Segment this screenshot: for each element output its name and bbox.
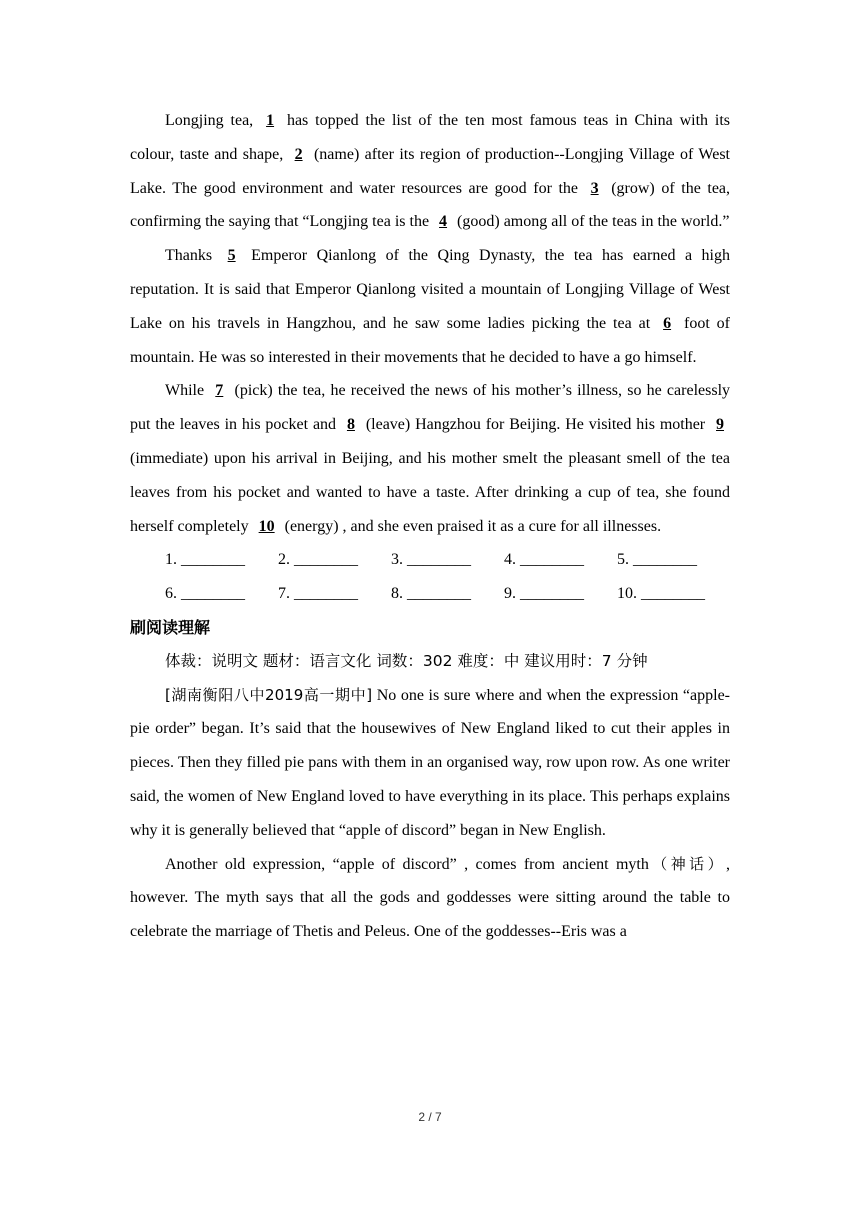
blank-8[interactable]: 8	[346, 416, 355, 434]
text-run: (leave) Hangzhou for Beijing. He visited his mother	[365, 416, 706, 434]
text-run: Longjing tea,	[165, 112, 254, 129]
text-run: (name) after its region of production--Longjing Village of West Lake. The good environment and water resources are good for the	[130, 145, 731, 197]
blank-5[interactable]: 5	[227, 247, 236, 265]
answer-field-3[interactable]: 3. ________	[391, 551, 471, 569]
text-run: has topped the list of the ten most famous teas in China with its colour, taste and shape,	[130, 112, 731, 163]
passage1-paragraph-2	[130, 239, 730, 374]
source-citation: [湖南衡阳八中2019高一期中]	[165, 685, 373, 704]
text-run: (energy) , and she even praised it as a cure for all illnesses.	[284, 517, 662, 535]
answer-field-9[interactable]: 9. ________	[504, 585, 584, 603]
answer-row-2	[165, 577, 730, 611]
answer-field-4[interactable]: 4. ________	[504, 551, 584, 569]
passage1-paragraph-3	[130, 374, 730, 543]
chinese-gloss: （神话）	[648, 854, 726, 873]
blank-10[interactable]: 10	[258, 517, 275, 535]
blank-9[interactable]: 9	[716, 416, 725, 434]
document-page	[130, 104, 730, 949]
text-run: (good) among all of the teas in the world.”	[457, 213, 730, 231]
passage1-paragraph-1	[130, 104, 730, 239]
answer-field-7[interactable]: 7. ________	[278, 585, 358, 603]
section-title: 刷阅读理解	[130, 617, 211, 637]
text-run: Thanks	[165, 247, 213, 265]
passage2-paragraph-1	[130, 679, 730, 848]
blank-4[interactable]: 4	[439, 213, 448, 231]
text-run: (grow) of the tea, confirming the saying that “Longjing tea is the	[130, 179, 731, 231]
blank-2[interactable]: 2	[294, 145, 303, 163]
page-number: 2 / 7	[418, 1110, 442, 1124]
answer-field-1[interactable]: 1. ________	[165, 551, 245, 569]
blank-3[interactable]: 3	[590, 179, 599, 197]
answer-row-1	[165, 543, 730, 577]
passage2-paragraph-2	[130, 848, 730, 949]
blank-7[interactable]: 7	[215, 382, 224, 400]
text-run: Another old expression, “apple of discord” , comes from ancient myth	[165, 855, 649, 873]
text-run: , however. The myth says that all the gods and goddesses were sitting around the table to celebrate the marriage of Thetis and Peleus. One of the goddesses--Eris was a	[130, 855, 730, 941]
text-run: While	[165, 382, 205, 400]
answer-field-5[interactable]: 5. ________	[617, 551, 697, 569]
text-run: (immediate) upon his arrival in Beijing, and his mother smelt the pleasant smell of the tea leaves from his pocket and wanted to have a taste. After drinking a cup of tea, she found herself completely	[130, 449, 730, 535]
answer-field-6[interactable]: 6. ________	[165, 585, 245, 603]
text-run: Emperor Qianlong of the Qing Dynasty, the tea has earned a high reputation. It is said that Emperor Qianlong visited a mountain of Longjing Village of West Lake on his travels in Hangzhou, and he saw some ladies picking the tea at	[130, 247, 730, 332]
answer-field-8[interactable]: 8. ________	[391, 585, 471, 603]
meta-info-line: 体裁：说明文 题材：语言文化 词数：302 难度：中 建议用时：7 分钟	[165, 651, 648, 670]
text-run: (pick) the tea, he received the news of his mother’s illness, so he carelessly put the leaves in his pocket and	[130, 382, 731, 434]
answer-lines	[130, 543, 730, 611]
answer-field-2[interactable]: 2. ________	[278, 551, 358, 569]
answer-field-10[interactable]: 10. ________	[617, 585, 705, 603]
blank-6[interactable]: 6	[663, 314, 672, 332]
text-run: foot of mountain. He was so interested in their movements that he decided to have a go himself.	[130, 314, 731, 366]
text-run: No one is sure where and when the expression “apple-pie order” began. It’s said that the housewives of New England liked to cut their apples in pieces. Then they filled pie pans with them in an organised way, row upon row. As one writer said, the women of New England loved to have everything in its place. This perhaps explains why it is generally believed that “apple of discord” began in New English.	[130, 686, 730, 839]
blank-1[interactable]: 1	[266, 112, 275, 129]
